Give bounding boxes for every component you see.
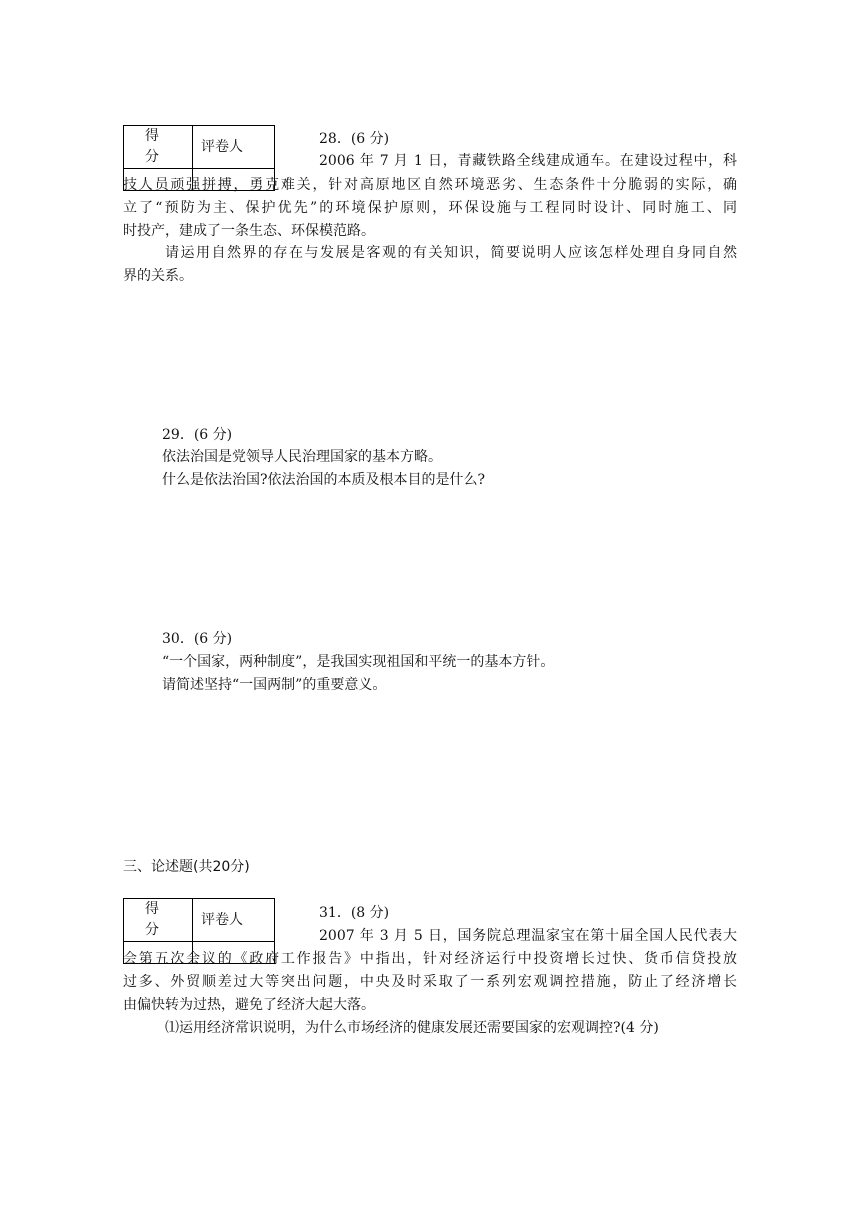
q29-number: 29．(6 分): [162, 427, 233, 443]
q31-sub-question-1: ⑴运用经济常识说明，为什么市场经济的健康发展还需要国家的宏观调控?(4 分): [165, 1020, 659, 1036]
q30-line-2: 请简述坚持“一国两制”的重要意义。: [162, 677, 387, 693]
score-header: 得 分: [124, 126, 193, 169]
section-title: 三、论述题(共20分): [123, 859, 250, 875]
q28-line-1: 2006 年 7 月 1 日，青藏铁路全线建成通车。在建设过程中，科: [319, 153, 737, 169]
q28-line-4: 时投产，建成了一条生态、环保模范路。: [123, 223, 375, 239]
q28-line-2: 技人员顽强拼搏，勇克难关，针对高原地区自然环境恶劣、生态条件十分脆弱的实际，确: [123, 177, 737, 193]
q31-line-4: 由偏快转为过热，避免了经济大起大落。: [123, 997, 375, 1013]
score-header: 得 分: [124, 899, 193, 942]
grader-header: 评卷人: [193, 899, 275, 942]
q30-line-1: “一个国家，两种制度”，是我国实现祖国和平统一的基本方针。: [162, 654, 555, 670]
q28-question-2: 界的关系。: [123, 268, 193, 284]
q31-line-2: 会第五次会议的《政府工作报告》中指出，针对经济运行中投资增长过快、货币信贷投放: [123, 951, 737, 967]
q28-question-1: 请运用自然界的存在与发展是客观的有关知识，简要说明人应该怎样处理自身同自然: [165, 245, 737, 261]
q31-line-3: 过多、外贸顺差过大等突出问题，中央及时采取了一系列宏观调控措施，防止了经济增长: [123, 974, 737, 990]
q30-number: 30．(6 分): [162, 631, 233, 647]
grader-header: 评卷人: [193, 126, 275, 169]
q31-number: 31．(8 分): [319, 905, 390, 921]
q31-line-1: 2007 年 3 月 5 日，国务院总理温家宝在第十届全国人民代表大: [319, 928, 737, 944]
q28-number: 28．(6 分): [319, 131, 390, 147]
q29-line-2: 什么是依法治国?依法治国的本质及根本目的是什么?: [162, 472, 486, 488]
q28-line-3: 立了“预防为主、保护优先”的环境保护原则，环保设施与工程同时设计、同时施工、同: [123, 200, 737, 216]
q29-line-1: 依法治国是党领导人民治理国家的基本方略。: [162, 449, 442, 465]
